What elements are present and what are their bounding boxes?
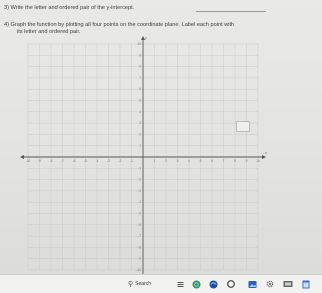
taskbar-search[interactable] [128,279,162,289]
question-3-text: Write the letter and ordered pair of the y-intercept. [10,5,135,11]
y-tick-label: 10 [137,42,141,46]
y-tick-label: 7 [139,75,141,80]
x-tick-label: 3 [176,159,179,163]
y-tick-label: -5 [138,211,141,216]
x-tick-label: 7 [222,159,225,163]
y-tick-label: 4 [139,109,141,114]
note-sticker [236,121,250,132]
x-tick-label: 4 [188,159,190,163]
x-tick-label: -5 [84,159,87,163]
y-tick-label: 6 [139,87,141,92]
search-icon: ⚲ [128,281,134,288]
y-tick-label: -7 [138,234,141,239]
x-tick-label: 1 [153,159,156,163]
y-tick-label: -6 [138,222,141,227]
y-tick-label: 9 [139,53,141,58]
search-label: Search [135,281,151,287]
browser-icon[interactable] [208,279,218,289]
calendar-icon[interactable] [301,279,310,289]
x-tick-label: 6 [211,159,213,163]
files-icon[interactable] [282,279,293,289]
question-3-number: 3) [4,5,9,11]
x-tick-label: -2 [118,159,122,163]
y-tick-label: -10 [136,268,141,272]
y-tick-label: -9 [138,256,141,261]
x-tick-label: -6 [72,159,76,163]
x-axis-name: x [265,151,267,155]
x-tick-label: -1 [130,159,133,163]
x-tick-label: -10 [25,159,31,163]
y-tick-label: -2 [138,177,141,182]
chrome-icon[interactable] [191,279,201,289]
x-tick-label: -8 [49,159,53,163]
y-tick-label: 5 [139,98,141,103]
y-tick-label: 2 [139,132,141,137]
settings-icon[interactable] [265,279,274,289]
x-tick-label: 2 [165,159,167,163]
question-4-line2: its letter and ordered pair. [17,29,81,35]
y-axis-name: y [145,36,147,40]
x-tick-label: -4 [95,159,99,163]
y-tick-label: -3 [138,188,141,193]
task-view-icon[interactable] [176,279,184,289]
y-tick-label: 8 [139,64,141,69]
photos-icon[interactable] [247,279,257,289]
question-4-number: 4) [4,22,9,28]
x-axis-arrow-left [20,155,24,159]
y-tick-label: 3 [139,121,141,126]
y-tick-label: -8 [138,245,141,250]
x-tick-label: 8 [234,159,236,163]
x-tick-label: -9 [38,159,41,163]
x-tick-label: 10 [256,159,260,163]
circle-app-icon[interactable] [226,279,235,289]
x-tick-label: -3 [107,159,110,163]
question-4-line1: Graph the function by plotting all four points on the coordinate plane. Label each point with [10,22,235,28]
y-tick-label: -4 [138,200,141,205]
x-axis-arrow-right [262,155,266,159]
x-tick-label: -7 [61,159,64,163]
x-tick-label: 9 [245,159,248,163]
taskbar [0,274,322,293]
x-tick-label: 5 [199,159,202,163]
y-tick-label: 1 [139,143,141,148]
y-tick-label: -1 [138,166,141,171]
